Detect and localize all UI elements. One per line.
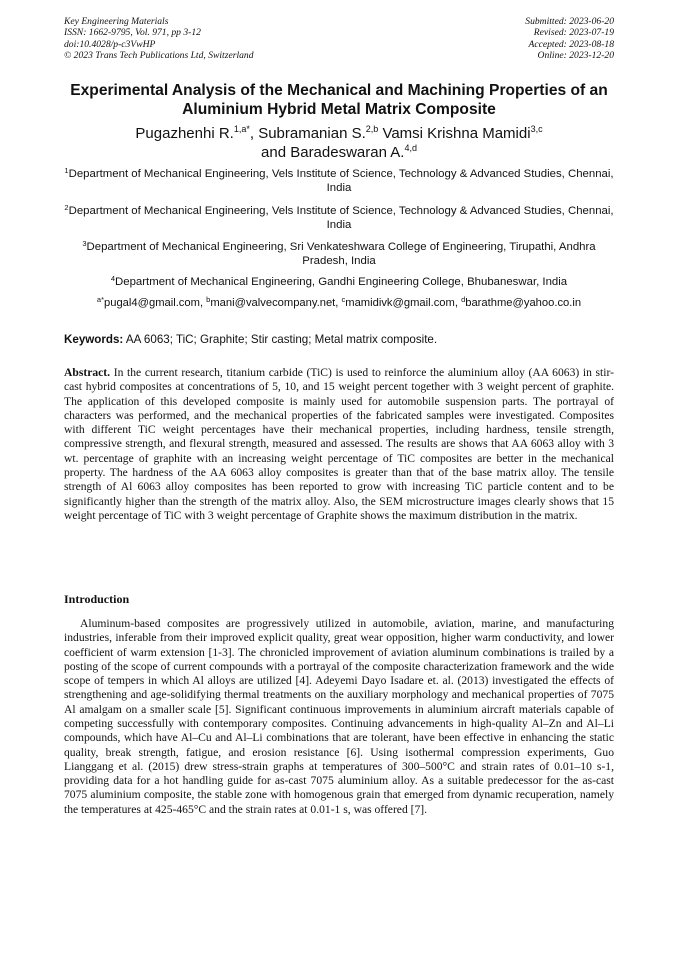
affiliation-text: Department of Mechanical Engineering, Vels Institute of Science, Technology & Advanced Studies, Chennai, India xyxy=(68,168,614,194)
email-sup: a* xyxy=(96,295,105,304)
affiliation-text: Department of Mechanical Engineering, Sri Venkateshwara College of Engineering, Tirupathi, Andhra Pradesh, India xyxy=(86,241,596,267)
affiliation-sup: 1 xyxy=(64,166,69,175)
author-separator: , xyxy=(249,125,259,142)
affiliation-3 xyxy=(60,240,618,268)
affiliation-text: Department of Mechanical Engineering, Gandhi Engineering College, Bhubaneswar, India xyxy=(115,276,568,288)
keywords-label: Keywords: xyxy=(64,333,124,346)
doi-line: doi:10.4028/p-c3VwHP xyxy=(64,38,156,50)
author-list xyxy=(60,124,618,162)
revised-date: Revised: 2023-07-19 xyxy=(533,27,614,39)
author-sup: 2,b xyxy=(365,124,379,134)
author-name: Baradeswaran A. xyxy=(290,144,405,161)
email-separator: , xyxy=(199,297,207,309)
email-link[interactable]: mani@valvecompany.net xyxy=(210,297,336,309)
affiliation-sup: 4 xyxy=(110,274,116,283)
author-name: Pugazhenhi R. xyxy=(135,125,234,142)
submitted-date: Submitted: 2023-06-20 xyxy=(525,16,614,27)
section-heading-introduction: Introduction xyxy=(64,592,130,606)
author-separator: and xyxy=(261,144,291,161)
abstract xyxy=(64,366,614,523)
author-sup: 1,a* xyxy=(233,124,250,134)
email-separator: , xyxy=(335,297,342,309)
affiliation-text: Department of Mechanical Engineering, Vels Institute of Science, Technology & Advanced Studies, Chennai, India xyxy=(68,205,614,231)
author-emails xyxy=(40,296,638,310)
author-name: Vamsi Krishna Mamidi xyxy=(382,125,531,142)
email-separator: , xyxy=(454,297,462,309)
email-link[interactable]: pugal4@gmail.com xyxy=(104,297,200,309)
email-sup: c xyxy=(341,295,346,304)
journal-name: Key Engineering Materials xyxy=(64,16,169,27)
keywords-text: AA 6063; TiC; Graphite; Stir casting; Metal matrix composite. xyxy=(125,333,438,346)
journal-info xyxy=(64,16,254,62)
online-date: Online: 2023-12-20 xyxy=(537,50,614,62)
accepted-date: Accepted: 2023-08-18 xyxy=(528,38,614,50)
affiliation-1 xyxy=(60,167,618,195)
abstract-label: Abstract. xyxy=(64,366,111,379)
affiliation-sup: 2 xyxy=(64,203,69,212)
affiliation-2 xyxy=(60,204,618,232)
author-sup: 3,c xyxy=(530,124,543,134)
email-sup: b xyxy=(206,295,211,304)
introduction-paragraph: Aluminum-based composites are progressively utilized in automobile, aviation, marine, and manufacturing industries, inferable from their improved explicit quality, great wear opposition, higher warm conductivity, and lower coefficient of warm extension [1-3]. The chronicled improvement of aviation aluminum combinations is trailed by a posting of the scope of current compounds with a portrayal of the composite characterization framework and the wide scope of tempers in which Al alloys are utilized [4]. Adeyemi Dayo Isadare et. al. (2013) investigated the effects of strengthening and age-solidifying thermal treatments on the auxiliary morphology and mechanical properties of 7075 Al amalgam on a smaller scale [5]. Significant continuous improvements in aluminium aircraft materials capable of competing successfully with contemporary composites. Continuing advancements in high-quality Al–Zn and Al–Li compounds, which have Al–Cu and Al–Li combinations that are tolerant, have been effective in enhancing the static quality, break strength, fatigue, and erosion resistance [6]. Using isothermal compression experiments, Guo Lianggang et al. (2015) drew stress-strain graphs at temperatures of 300–500°C and strain rates of 0.01–10 s-1, providing data for a hot handling guide for as-cast 7075 aluminium alloy. As a suitable predecessor for the as-cast 7075 aluminium composite, the stable zone with homogenous grain that emerged from dynamic recuperation, namely the temperatures at 425-465°C and the strain rates at 0.01-1 s, was offered [7]. xyxy=(64,617,614,816)
affiliation-4 xyxy=(60,275,618,289)
keywords xyxy=(64,333,614,347)
email-sup: d xyxy=(461,295,466,304)
issn-line: ISSN: 1662-9795, Vol. 971, pp 3-12 xyxy=(64,27,201,39)
email-link[interactable]: mamidivk@gmail.com xyxy=(345,297,455,309)
affiliation-sup: 3 xyxy=(82,239,87,248)
author-sup: 4,d xyxy=(404,143,417,153)
abstract-text: In the current research, titanium carbide (TiC) is used to reinforce the aluminium alloy (AA 6063) in stir-cast hybrid composites at concentrations of 5, 10, and 15 weight percent together with 3 weight percent of graphite. The application of this developed composite is mainly used for automobile suspension parts. The portrayal of characters was performed, and the mechanical properties of the fabricated samples were investigated. Composites with different TiC weight percentages have their mechanical properties, including hardness, tensile strength, compressive strength, and flexural strength, measured and assessed. The results are shows that AA 6063 alloy with 3 wt. percentage of graphite with an increasing weight percentage of TiC composites are better in the mechanical property. The hardness of the AA 6063 alloy composites is greater than that of the base matrix alloy. The tensile strength of Al 6063 alloy composites has been reported to grow with increasing TiC particle content and to be significantly higher than the strength of the matrix alloy. Also, the SEM microstructure images clearly shows that 15 weight percentage of TiC with 3 weight percentage of Graphite shows the maximum distribution in the matrix. xyxy=(64,366,614,522)
date-info xyxy=(525,16,614,62)
author-name: Subramanian S. xyxy=(258,125,366,142)
email-link[interactable]: barathme@yahoo.co.in xyxy=(465,297,582,309)
copyright-line: © 2023 Trans Tech Publications Ltd, Switzerland xyxy=(64,50,254,62)
paper-title: Experimental Analysis of the Mechanical and Machining Properties of an Aluminium Hybrid Metal Matrix Composite xyxy=(70,82,608,118)
